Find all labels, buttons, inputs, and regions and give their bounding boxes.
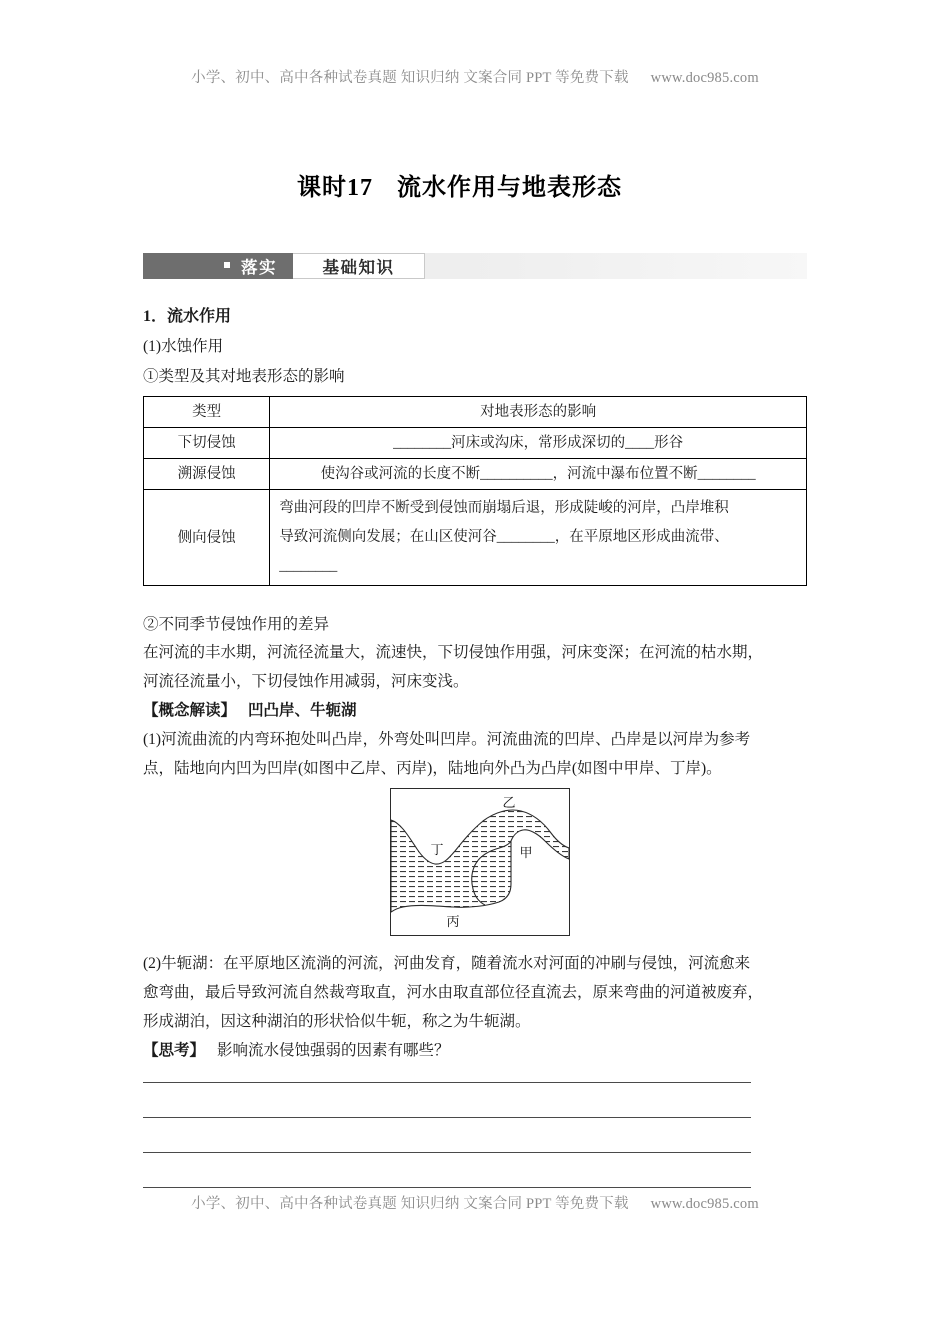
meander-river-diagram: [391, 789, 569, 935]
erosion-types-table: [143, 396, 807, 586]
section-tab-secondary: [293, 253, 425, 279]
table-cell-effect-line: ________: [279, 558, 338, 574]
concept-explain-text: 凹凸岸、牛轭湖: [248, 702, 357, 719]
table-row: [144, 428, 807, 459]
table-cell-effect-line: 导致河流侧向发展；在山区使河谷________，在平原地区形成曲流带、: [279, 529, 729, 545]
figure-label-top: 乙: [502, 795, 516, 810]
subheading-shuishi-zuoyong: (1)水蚀作用: [143, 338, 224, 355]
paragraph-seasonal-line1: 在河流的丰水期，河流径流量大，流速快，下切侵蚀作用强，河床变深；在河流的枯水期，: [143, 644, 764, 661]
watermark-text: 小学、初中、高中各种试卷真题 知识归纳 文案合同 PPT 等免费下载: [191, 1196, 629, 1212]
table-header-effect: 对地表形态的影响: [270, 397, 807, 428]
section-header-bar: [143, 253, 807, 279]
page-title: [297, 167, 622, 202]
river-water-area: [391, 810, 569, 912]
table-header-row: [144, 397, 807, 428]
table-cell-effect: 使沟谷或河流的长度不断__________，河流中瀑布位置不断________: [270, 459, 807, 490]
meander-river-figure: [390, 788, 570, 936]
paragraph-bank-line1: (1)河流曲流的内弯环抱处叫凸岸，外弯处叫凹岸。河流曲流的凹岸、凸岸是以河岸为参考: [143, 731, 751, 748]
think-question: [143, 1036, 450, 1065]
concept-explain-label: 【概念解读】: [143, 702, 237, 719]
table-cell-effect: [270, 490, 807, 586]
paragraph-oxbow-line2: 愈弯曲，最后导致河流自然裁弯取直，河水由取直部位径直流去，原来弯曲的河道被废弃，: [143, 984, 764, 1001]
table-cell-type: 下切侵蚀: [144, 428, 270, 459]
watermark-url: www.doc985.com: [650, 1196, 759, 1212]
paragraph-oxbow-line1: (2)牛轭湖：在平原地区流淌的河流，河曲发育，随着流水对河面的冲刷与侵蚀，河流愈来: [143, 955, 751, 972]
title-prefix: 课时: [297, 175, 347, 201]
heading-liushui-zuoyong: 1．流水作用: [143, 308, 232, 325]
table-cell-type: 侧向侵蚀: [144, 490, 270, 586]
footer-watermark: [0, 1192, 950, 1213]
section-tab-primary-label: 落实: [241, 258, 277, 277]
paragraph-oxbow-line3: 形成湖泊，因这种湖泊的形状恰似牛轭，称之为牛轭湖。: [143, 1013, 531, 1030]
title-name: 流水作用与地表形态: [397, 175, 622, 201]
paragraph-bank-line2: 点，陆地向内凹为凹岸(如图中乙岸、丙岸)，陆地向外凸为凸岸(如图中甲岸、丁岸)。: [143, 760, 722, 777]
table-cell-effect-line: 弯曲河段的凹岸不断受到侵蚀而崩塌后退，形成陡峻的河岸，凸岸堆积: [279, 500, 729, 516]
think-text: 影响流水侵蚀强弱的因素有哪些？: [217, 1042, 450, 1059]
watermark-url: www.doc985.com: [650, 70, 759, 86]
answer-line[interactable]: [143, 1117, 751, 1118]
paragraph-seasonal-heading: ②不同季节侵蚀作用的差异: [143, 616, 330, 633]
answer-line[interactable]: [143, 1082, 751, 1083]
answer-line[interactable]: [143, 1187, 751, 1188]
title-number: 17: [347, 175, 373, 201]
figure-label-bottom: 丙: [446, 914, 460, 929]
subheading-leixing-yingxiang: ①类型及其对地表形态的影响: [143, 368, 345, 385]
table-header-type: 类型: [144, 397, 270, 428]
table-cell-type: 溯源侵蚀: [144, 459, 270, 490]
figure-label-left: 丁: [430, 842, 444, 857]
square-bullet-icon: [224, 262, 230, 268]
figure-label-right: 甲: [519, 845, 533, 860]
section-tab-secondary-label: 基础知识: [322, 258, 395, 277]
answer-line[interactable]: [143, 1152, 751, 1153]
table-cell-effect: ________河床或沟床，常形成深切的____形谷: [270, 428, 807, 459]
table-row: [144, 490, 807, 586]
watermark-text: 小学、初中、高中各种试卷真题 知识归纳 文案合同 PPT 等免费下载: [191, 70, 629, 86]
header-watermark: [0, 66, 950, 87]
think-label: 【思考】: [143, 1042, 206, 1059]
concept-explain-heading: [143, 696, 357, 725]
section-tab-primary: [143, 253, 293, 279]
paragraph-seasonal-line2: 河流径流量小，下切侵蚀作用减弱，河床变浅。: [143, 673, 469, 690]
table-row: [144, 459, 807, 490]
